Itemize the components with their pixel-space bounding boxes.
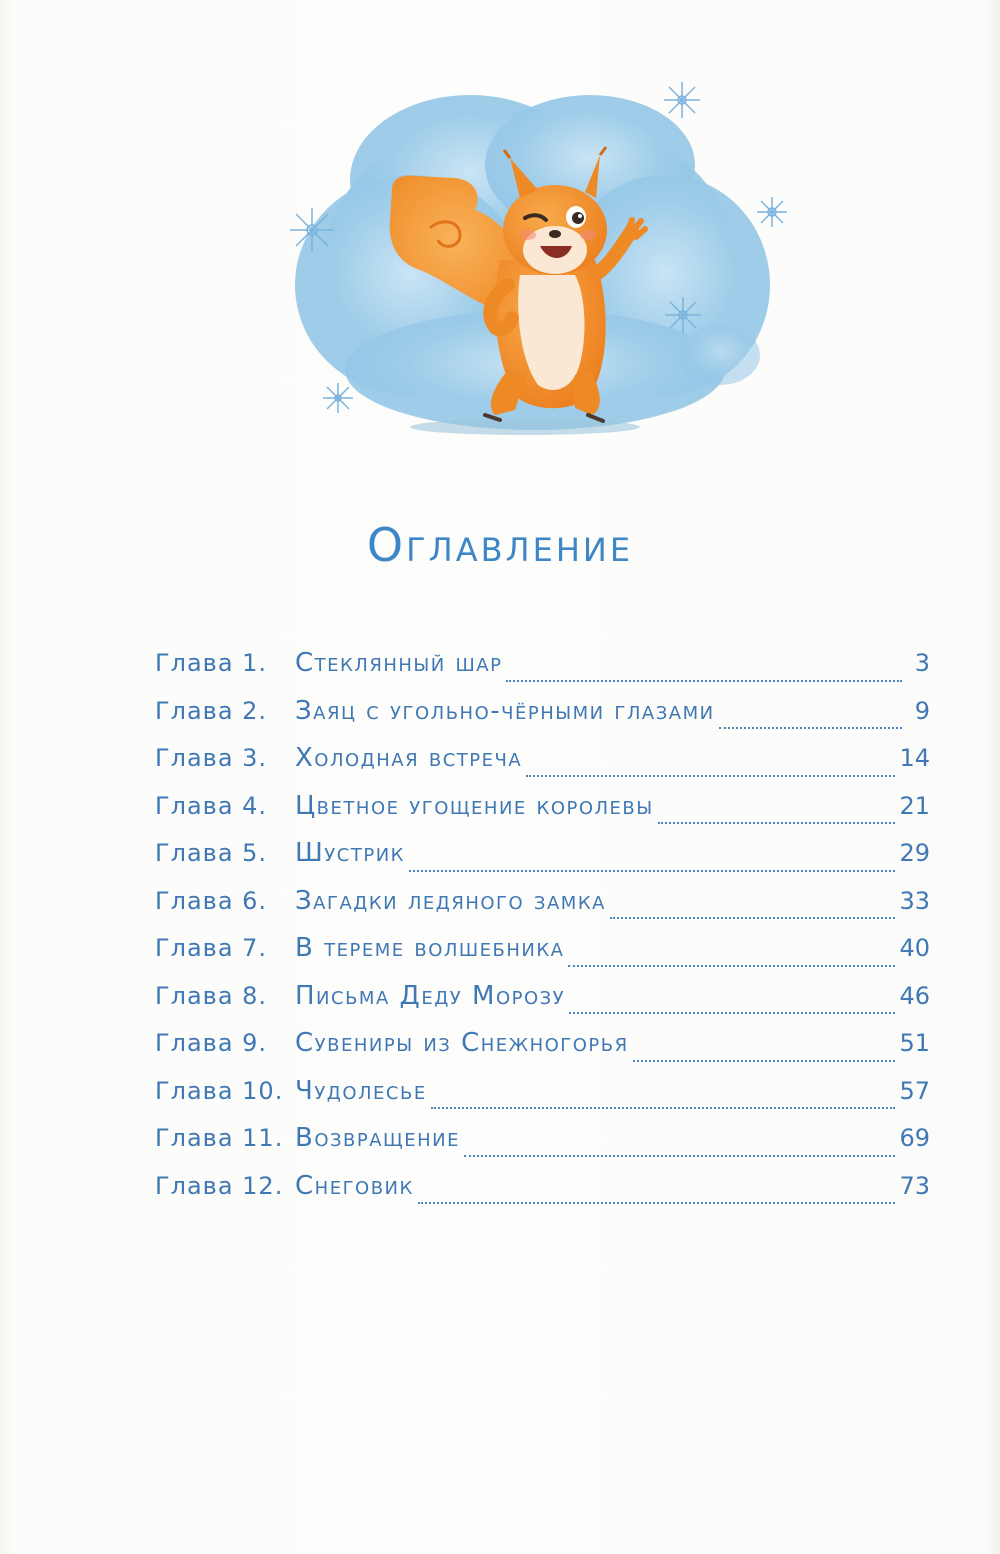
toc-entry bbox=[155, 648, 930, 696]
chapter-title: Письма Деду Морозу bbox=[295, 980, 566, 1011]
page-number: 73 bbox=[899, 1171, 930, 1200]
toc-entry bbox=[155, 791, 930, 839]
dot-leader bbox=[658, 822, 896, 824]
chapter-number: Глава 12. bbox=[155, 1171, 284, 1200]
chapter-title: Загадки ледяного замка bbox=[295, 885, 606, 916]
chapter-title: Цветное угощение королевы bbox=[295, 790, 654, 821]
toc-entry bbox=[155, 886, 930, 934]
page-title: Оглавление bbox=[366, 518, 634, 572]
page-number: 51 bbox=[899, 1029, 930, 1057]
chapter-number: Глава 10. bbox=[155, 1076, 284, 1105]
dot-leader bbox=[568, 965, 895, 967]
toc-entry bbox=[155, 743, 930, 791]
chapter-number: Глава 9. bbox=[155, 1029, 268, 1057]
chapter-number: Глава 6. bbox=[155, 886, 268, 915]
toc-entry bbox=[155, 1171, 930, 1219]
page-number: 46 bbox=[899, 981, 930, 1010]
chapter-title: Чудолесье bbox=[295, 1075, 427, 1106]
toc-entry bbox=[155, 1123, 930, 1171]
dot-leader bbox=[569, 1012, 895, 1014]
chapter-title: Сувениры из Снежногорья bbox=[295, 1028, 629, 1058]
dot-leader bbox=[409, 870, 896, 872]
chapter-number: Глава 2. bbox=[155, 696, 268, 725]
chapter-number: Глава 8. bbox=[155, 981, 268, 1010]
chapter-title: Шустрик bbox=[295, 838, 405, 868]
chapter-number: Глава 1. bbox=[155, 649, 268, 677]
dot-leader bbox=[526, 775, 895, 777]
page-number: 21 bbox=[899, 791, 930, 820]
chapter-title: Заяц с угольно-чёрными глазами bbox=[295, 695, 715, 726]
chapter-number: Глава 5. bbox=[155, 839, 268, 867]
chapter-number: Глава 11. bbox=[155, 1124, 284, 1152]
page-number: 9 bbox=[914, 696, 930, 725]
dot-leader bbox=[719, 727, 902, 729]
dot-leader bbox=[464, 1155, 895, 1157]
chapter-title: Снеговик bbox=[295, 1170, 414, 1201]
toc-entry bbox=[155, 838, 930, 886]
toc-entry bbox=[155, 981, 930, 1029]
table-of-contents bbox=[155, 648, 930, 1218]
dot-leader bbox=[633, 1060, 896, 1062]
chapter-title: Возвращение bbox=[295, 1123, 460, 1153]
dot-leader bbox=[610, 917, 896, 919]
page-number: 57 bbox=[899, 1076, 930, 1105]
toc-entry bbox=[155, 1028, 930, 1076]
page-number: 3 bbox=[914, 649, 930, 677]
chapter-title: Стеклянный шар bbox=[295, 648, 503, 678]
page-number: 33 bbox=[899, 886, 930, 915]
dot-leader bbox=[431, 1107, 896, 1109]
chapter-number: Глава 7. bbox=[155, 934, 268, 962]
toc-entry bbox=[155, 1076, 930, 1124]
toc-entry bbox=[155, 933, 930, 981]
page-number: 29 bbox=[899, 839, 930, 867]
toc-entry bbox=[155, 696, 930, 744]
squirrel-illustration bbox=[270, 70, 810, 450]
page-number: 40 bbox=[899, 934, 930, 962]
chapter-number: Глава 4. bbox=[155, 791, 268, 820]
page-number: 14 bbox=[899, 744, 930, 772]
chapter-title: Холодная встреча bbox=[295, 743, 523, 773]
dot-leader bbox=[418, 1202, 896, 1204]
chapter-number: Глава 3. bbox=[155, 744, 268, 772]
dot-leader bbox=[506, 680, 902, 682]
page-number: 69 bbox=[899, 1124, 930, 1152]
chapter-title: В тереме волшебника bbox=[295, 933, 565, 963]
